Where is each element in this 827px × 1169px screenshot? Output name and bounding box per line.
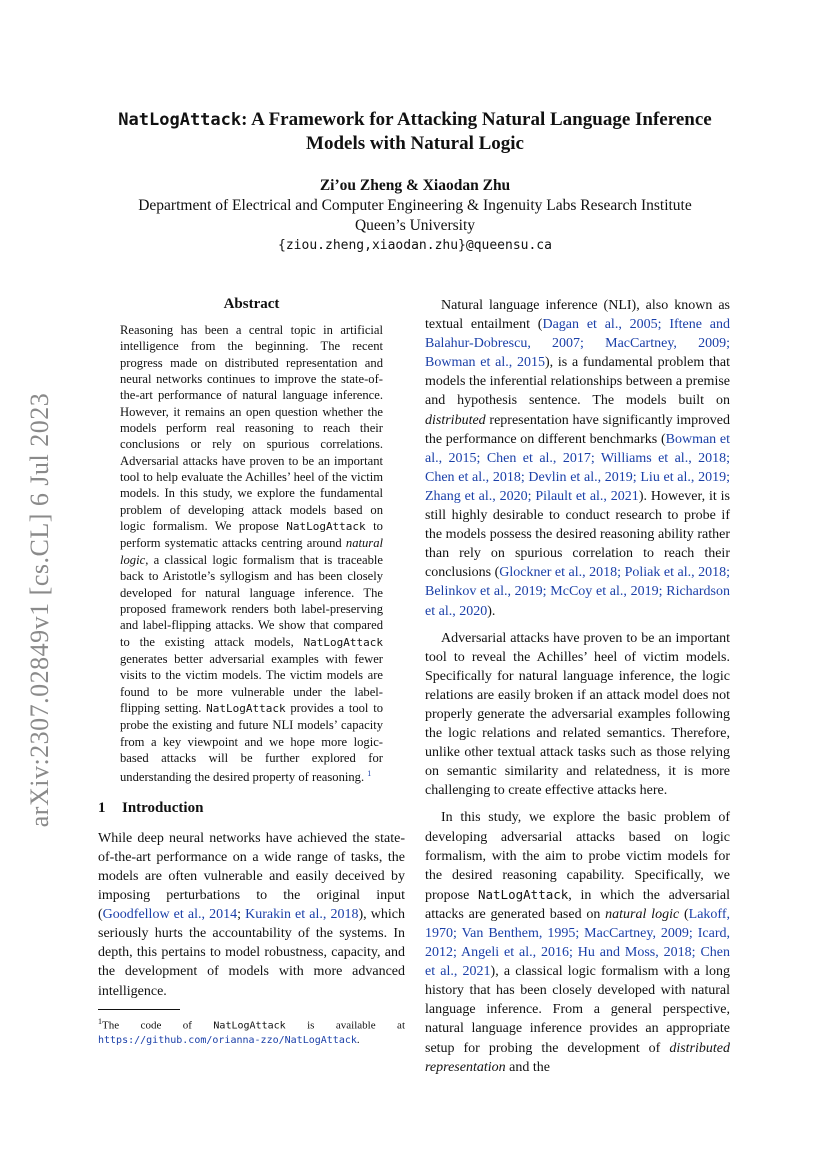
citation-link[interactable]: Bowman et al., 2015; Chen et al., 2017; Williams et al., 2018; Chen et al., 2018; Devlin et al., 2019; Liu et al., 2019; Zhang et al., 2020; Pilault et al., 2021 (425, 431, 730, 504)
title-tool-name: NatLogAttack (118, 110, 242, 130)
author-affiliation: Department of Electrical and Computer Engineering & Ingenuity Labs Research Institute (138, 197, 692, 214)
left-column (98, 296, 405, 1048)
right-column (425, 296, 730, 1077)
author-email: {ziou.zheng,xiaodan.zhu}@queensu.ca (278, 238, 552, 253)
abstract-heading: Abstract (223, 296, 280, 312)
citation-link[interactable]: Kurakin et al., 2018 (245, 907, 359, 923)
arxiv-identifier: arXiv:2307.02849v1 [cs.CL] 6 Jul 2023 (25, 392, 54, 828)
author-names: Zi’ou Zheng & Xiaodan Zhu (319, 177, 511, 194)
footnote-divider (98, 1009, 180, 1010)
citation-link[interactable]: Glockner et al., 2018; Poliak et al., 2018; Belinkov et al., 2019; McCoy et al., 2019; Richardson et al., 2020 (425, 565, 731, 619)
adversarial-paragraph: Adversarial attacks have proven to be an important tool to reveal the Achilles’ heel of victim models. Specifically for natural language inference, the logic relations are easily broken if an attack model does not properly generate the adversarial examples following the logic relations and related semantics. Therefore, unlike other textual attack tasks such as those relying on semantic similarity and relatedness, it is more challenging to create effective attacks here. (425, 630, 730, 799)
section-title: Introduction (122, 799, 204, 816)
citation-link[interactable]: Lakoff, 1970; Van Benthem, 1995; MacCartney, 2009; Icard, 2012; Angeli et al., 2016; Hu and Moss, 2018; Chen et al., 2021 (425, 906, 730, 980)
study-paragraph: In this study, we explore the basic problem of developing adversarial attacks based on logic formalism, with the aim to probe victim models for the desired reasoning capability. Specifically, we propose NatLogAttack, in which the adversarial attacks are generated based on natural logic (Lakoff, 1970; Van Benthem, 1995; MacCartney, 2009; Icard, 2012; Angeli et al., 2016; Hu and Moss, 2018; Chen et al., 2021), a classical logic formalism with a long history that has been closely developed with natural language inference. From a general perspective, natural language inference provides an appropriate setup for probing the development of distributed representation and the (425, 810, 730, 1075)
section-number: 1 (98, 799, 106, 816)
author-university: Queen’s University (354, 217, 476, 234)
nli-paragraph: Natural language inference (NLI), also known as textual entailment (Dagan et al., 2005; Iftene and Balahur-Dobrescu, 2007; MacCartney, 2009; Bowman et al., 2015), is a fundamental problem that models the inferential relationships between a premise and hypothesis sentence. The models built on distributed representation have significantly improved the performance on different benchmarks (Bowman et al., 2015; Chen et al., 2017; Williams et al., 2018; Chen et al., 2018; Devlin et al., 2019; Liu et al., 2019; Zhang et al., 2020; Pilault et al., 2021). However, it is still highly desirable to conduct research to probe if the models possess the desired reasoning ability rather than rely on spurious correlation to reach their conclusions (Glockner et al., 2018; Poliak et al., 2018; Belinkov et al., 2019; McCoy et al., 2019; Richardson et al., 2020). (425, 298, 731, 619)
author-block (90, 176, 740, 256)
code-url-link[interactable]: https://github.com/orianna-zzo/NatLogAttack (98, 1035, 357, 1047)
arxiv-stamp (10, 380, 70, 840)
abstract-text: Reasoning has been a central topic in artificial intelligence from the beginning. The recent progress made on distributed representation and neural networks continues to improve the state-of-the-art performance of natural language inference. However, it remains an open question whether the models perform real reasoning to reach their conclusions or rely on spurious correlations. Adversarial attacks have proven to be an important tool to help evaluate the Achilles’ heel of the victim models. In this study, we explore the fundamental problem of developing attack models based on logic formalism. We propose NatLogAttack to perform systematic attacks centring around natural logic, a classical logic formalism that is traceable back to Aristotle’s syllogism and has been closely developed for natural language inference. The proposed framework renders both label-preserving and label-flipping attacks. We show that compared to the existing attack models, NatLogAttack generates better adversarial examples with fewer visits to the victim models. The victim models are found to be more vulnerable under the label-flipping setting. NatLogAttack provides a tool to probe the existing and future NLI models’ capacity from a key viewpoint and we hope more logic-based attacks will be further explored for understanding the desired property of reasoning. $^1$ (120, 323, 383, 785)
title-line-1: : A Framework for Attacking Natural Language Inference (241, 109, 712, 130)
abstract-tool-name: NatLogAttack (286, 520, 366, 534)
section-heading-introduction (98, 800, 405, 817)
title-line-2: Models with Natural Logic (306, 133, 524, 154)
footnote: $^1$The code of NatLogAttack is available at https://github.com/orianna-zzo/NatLogAttack. (98, 1016, 405, 1047)
citation-link[interactable]: Goodfellow et al., 2014 (102, 907, 238, 923)
intro-paragraph: While deep neural networks have achieved the state-of-the-art performance on a wide range of tasks, the models are often vulnerable and easily deceived by imposing perturbations to the original input (Goodfellow et al., 2014; Kurakin et al., 2018), which seriously hurts the accountability of the systems. In depth, this pertains to model robustness, capacity, and the development of models with more advanced intelligence. (98, 830, 405, 999)
paper-title (90, 108, 740, 155)
citation-link[interactable]: Dagan et al., 2005; Iftene and Balahur-Dobrescu, 2007; MacCartney, 2009; Bowman et al., 2015 (425, 317, 730, 371)
footnote-mark[interactable]: 1 (367, 769, 372, 779)
